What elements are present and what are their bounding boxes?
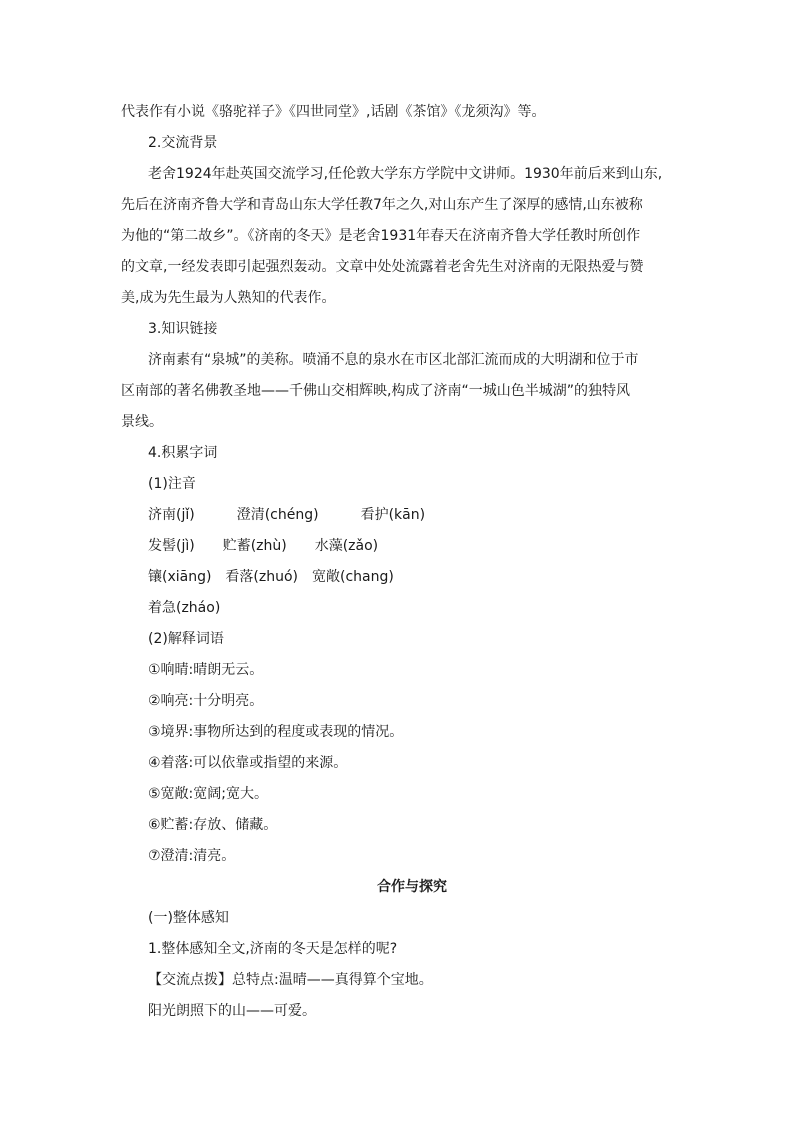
chapter-title: 合作与探究 — [377, 879, 447, 895]
text-line: 景线。 — [121, 414, 163, 430]
answer-line: 【交流点拨】总特点:温晴——真得算个宝地。 — [148, 972, 433, 988]
subsection-heading: (2)解释词语 — [148, 631, 224, 647]
section-heading: 4.积累字词 — [148, 445, 218, 461]
definition-item: ⑦澄清:清亮。 — [148, 848, 236, 864]
section-heading: (一)整体感知 — [148, 910, 229, 926]
pinyin-line: 镶(xiāng) 看落(zhuó) 宽敞(chang) — [148, 569, 394, 585]
section-heading: 3.知识链接 — [148, 321, 218, 337]
definition-item: ⑤宽敞:宽阔;宽大。 — [148, 786, 268, 802]
text-line: 先后在济南齐鲁大学和青岛山东大学任教7年之久,对山东产生了深厚的感情,山东被称 — [121, 197, 643, 213]
definition-item: ①响晴:晴朗无云。 — [148, 662, 264, 678]
pinyin-line: 济南(jǐ) 澄清(chéng) 看护(kān) — [148, 507, 426, 523]
text-line: 为他的“第二故乡”。《济南的冬天》是老舍1931年春天在济南齐鲁大学任教时所创作 — [121, 228, 641, 244]
definition-item: ③境界:事物所达到的程度或表现的情况。 — [148, 724, 404, 740]
text-line: 美,成为先生最为人熟知的代表作。 — [121, 290, 336, 306]
definition-item: ⑥贮蓄:存放、储藏。 — [148, 817, 278, 833]
section-heading: 2.交流背景 — [148, 135, 218, 151]
text-line: 区南部的著名佛教圣地——千佛山交相辉映,构成了济南“一城山色半城湖”的独特风 — [121, 383, 630, 399]
pinyin-line: 着急(zháo) — [148, 600, 221, 616]
definition-item: ②响亮:十分明亮。 — [148, 693, 264, 709]
text-line: 济南素有“泉城”的美称。喷涌不息的泉水在市区北部汇流而成的大明湖和位于市 — [148, 352, 639, 368]
answer-line: 阳光朗照下的山——可爱。 — [148, 1003, 316, 1019]
question-line: 1.整体感知全文,济南的冬天是怎样的呢? — [148, 941, 398, 957]
text-line: 的文章,一经发表即引起强烈轰动。文章中处处流露着老舍先生对济南的无限热爱与赞 — [121, 259, 644, 275]
pinyin-line: 发髻(jì) 贮蓄(zhù) 水藻(zǎo) — [148, 538, 379, 554]
definition-item: ④着落:可以依靠或指望的来源。 — [148, 755, 348, 771]
text-line: 老舍1924年赴英国交流学习,任伦敦大学东方学院中文讲师。1930年前后来到山东, — [148, 166, 663, 182]
text-line: 代表作有小说《骆驼祥子》《四世同堂》,话剧《茶馆》《龙须沟》等。 — [121, 104, 546, 120]
subsection-heading: (1)注音 — [148, 476, 196, 492]
